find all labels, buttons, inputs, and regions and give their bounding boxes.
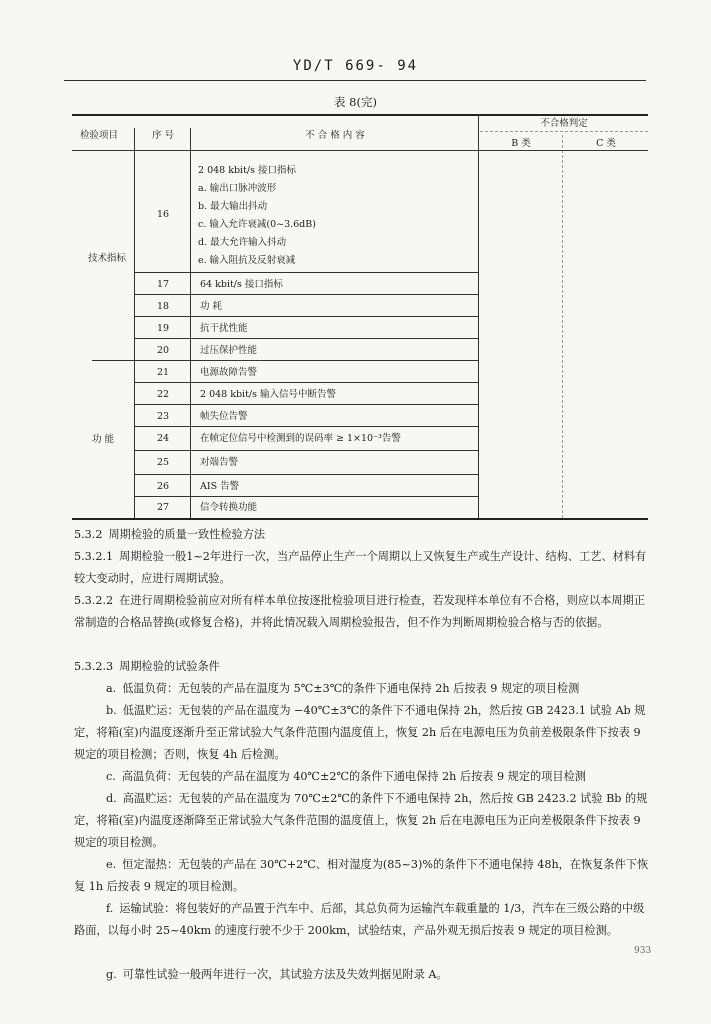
header-class-c: C 类 [596, 138, 616, 149]
section-text: 周期检验的试验条件 [119, 660, 220, 673]
header-judgment: 不合格判定 [540, 118, 588, 129]
row-rule [134, 382, 478, 383]
row-22-content: 2 048 kbit/s 输入信号中断告警 [200, 389, 337, 400]
section-text: 周期检验一般1~2年进行一次，当产品停止生产一个周期以上又恢复生产或生产设计、结构、工艺、材料有较大变动时，应进行周期试验。 [74, 550, 647, 585]
test-item-g [74, 964, 654, 986]
item-label: d. [106, 792, 117, 805]
section-number: 5.3.2.2 [74, 594, 114, 607]
row-16-title: 2 048 kbit/s 接口指标 [198, 165, 297, 176]
test-item-c [74, 766, 654, 788]
item-text: 低温负荷：无包装的产品在温度为 5℃±3℃的条件下通电保持 2h 后按表 9 规定的项目检测 [122, 682, 580, 695]
test-item-e [74, 854, 654, 898]
col-divider-4 [562, 135, 563, 518]
col-divider-1 [134, 128, 135, 518]
item-text: 高温贮运：无包装的产品在温度为 70℃±2℃的条件下不通电保持 2h，然后按 GB 2423.2 试验 Bb 的规定，将箱(室)内温度逐渐降至正常试验大气条件范围的温度值上，恢复 2h 后在电源电压为正向差极限条件下按表 9 规定的项目检测。 [74, 792, 648, 849]
header-inspection-item: 检验项目 [80, 130, 119, 141]
row-20-number: 20 [156, 345, 170, 356]
page-number: 933 [634, 946, 652, 956]
section-5-3-2-3 [74, 656, 654, 678]
row-16-item-b: b. 最大输出抖动 [198, 201, 268, 212]
row-25-content: 对端告警 [200, 457, 239, 468]
section-5-3-2-1 [74, 546, 654, 590]
item-label: c. [106, 770, 116, 783]
section-5-3-2-2 [74, 590, 654, 634]
row-19-content: 抗干扰性能 [200, 323, 248, 334]
row-27-content: 信令转换功能 [200, 502, 258, 513]
row-16-item-c: c. 输入允许衰减(0~3.6dB) [198, 219, 316, 230]
header-class-b: B 类 [511, 138, 531, 149]
row-rule [134, 316, 478, 317]
header-bottom-rule [72, 150, 648, 151]
row-21-number: 21 [156, 367, 170, 378]
section-number: 5.3.2.1 [74, 550, 114, 563]
row-21-content: 电源故障告警 [200, 367, 258, 378]
section-5-3-2 [74, 524, 654, 546]
standard-code: YD/T 669- 94 [292, 58, 419, 74]
row-16-item-a: a. 输出口脉冲波形 [198, 183, 277, 194]
group-divider [92, 360, 134, 361]
header-judgment-rule [480, 131, 648, 132]
row-23-number: 23 [156, 411, 170, 422]
row-rule [134, 474, 478, 475]
row-20-content: 过压保护性能 [200, 345, 258, 356]
row-rule [134, 272, 478, 273]
row-rule [134, 450, 478, 451]
item-text: 可靠性试验一般两年进行一次，其试验方法及失效判据见附录 A。 [122, 968, 448, 981]
section-text: 在进行周期检验前应对所有样本单位按逐批检验项目进行检查，若发现样本单位有不合格，则应以本周期正常制造的合格品替换(或修复合格)，并将此情况载入周期检验报告，但不作为判断周期检验合格与否的依据。 [74, 594, 645, 629]
row-rule [134, 496, 478, 497]
row-25-number: 25 [156, 457, 170, 468]
row-24-number: 24 [156, 433, 170, 444]
row-26-content: AIS 告警 [200, 481, 240, 492]
row-18-content: 功 耗 [200, 301, 223, 312]
row-rule [134, 360, 478, 361]
row-24-content: 在帧定位信号中检测到的误码率 ≥ 1×10⁻³告警 [200, 433, 401, 444]
row-rule [134, 404, 478, 405]
test-item-d [74, 788, 654, 854]
row-16-number: 16 [156, 209, 170, 220]
item-label: f. [106, 902, 114, 915]
group-functions: 功 能 [92, 434, 115, 445]
table-bottom-rule [72, 518, 648, 520]
group-technical-indicators: 技术指标 [88, 253, 127, 264]
row-19-number: 19 [156, 323, 170, 334]
item-label: b. [106, 704, 117, 717]
row-17-number: 17 [156, 279, 170, 290]
row-26-number: 26 [156, 481, 170, 492]
header-rule [64, 80, 646, 81]
row-23-content: 帧失位告警 [200, 411, 248, 422]
row-18-number: 18 [156, 301, 170, 312]
row-rule [134, 338, 478, 339]
test-item-f [74, 898, 654, 942]
table-top-rule [72, 114, 648, 116]
row-rule [134, 294, 478, 295]
row-rule [134, 426, 478, 427]
item-label: g. [106, 968, 117, 981]
section-number: 5.3.2 [74, 528, 103, 541]
section-number: 5.3.2.3 [74, 660, 114, 673]
item-text: 运输试验：将包装好的产品置于汽车中、后部，其总负荷为运输汽车载重量的 1/3，汽车在三级公路的中级路面，以每小时 25~40km 的速度行驶不少于 200km，试验结束，产品外观无损后按表 9 规定的项目检测。 [74, 902, 645, 937]
item-text: 恒定湿热：无包装的产品在 30℃+2℃、相对湿度为(85~3)%的条件下不通电保持 48h，在恢复条件下恢复 1h 后按表 9 规定的项目检测。 [74, 858, 649, 893]
header-serial-no: 序 号 [151, 130, 175, 141]
test-item-a [74, 678, 654, 700]
col-divider-2 [190, 128, 191, 518]
col-divider-3 [478, 114, 479, 518]
item-label: a. [106, 682, 117, 695]
row-17-content: 64 kbit/s 接口指标 [200, 279, 283, 290]
row-16-item-e: e. 输入阻抗及反射衰减 [198, 255, 296, 266]
item-text: 高温负荷：无包装的产品在温度为 40℃±2℃的条件下通电保持 2h 后按表 9 规定的项目检测 [121, 770, 586, 783]
section-text: 周期检验的质量一致性检验方法 [108, 528, 266, 541]
header-nonconformity: 不 合 格 内 容 [305, 130, 365, 141]
row-22-number: 22 [156, 389, 170, 400]
item-text: 低温贮运：无包装的产品在温度为 −40℃±3℃的条件下不通电保持 2h，然后按 GB 2423.1 试验 Ab 规定，将箱(室)内温度逐渐升至正常试验大气条件范围内温度值上，恢复 2h 后在电源电压为负前差极限条件下按表 9 规定的项目检测；否则，恢复 4h 后检测。 [74, 704, 646, 761]
row-16-item-d: d. 最大允许输入抖动 [198, 237, 287, 248]
test-item-b [74, 700, 654, 766]
table-caption: 表 8(完) [334, 95, 377, 109]
item-label: e. [106, 858, 117, 871]
row-27-number: 27 [156, 502, 170, 513]
